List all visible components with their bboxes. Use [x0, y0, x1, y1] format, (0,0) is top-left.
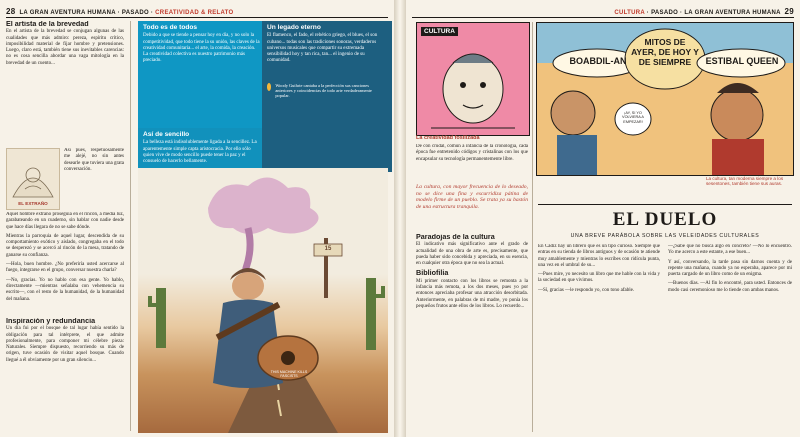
- section-right: PASADO: [651, 10, 679, 16]
- box-sencillo-text: La belleza está indisolublemente ligada a la sencillez. La aparentemente simple capta aristocracia. Por ello sólo quien vive de modo sencillo puede tener la paz y el consuelo de hacerlo bellamente.: [143, 140, 257, 165]
- header-rule-left: [6, 17, 388, 18]
- fosilizada-text: [416, 144, 528, 182]
- cultura-panel: [416, 22, 530, 136]
- comic-sign-3: ESTIBAL QUEEN: [705, 56, 779, 66]
- fosilizada-title: La creatividad fosilizada: [416, 135, 480, 141]
- woody-guthrie-illustration: [138, 168, 388, 433]
- inspiracion-paragraph: Un día fui por el bosque de tal lugar había sentido la obligación para tal intérprete, el que admite profesionalmente, para componer mi célebre pieza: Naturales. Siempre dispuesto, recorriendo su más de origen, tuve ocasión de visitar aquel bosque. Cuando llegué a él obviamente por un gran silencio...: [6, 326, 124, 363]
- comic-caption: La cultura, tan moderna siempre a los sesentones, también tiene sus auras.: [706, 176, 784, 187]
- right-page: [406, 0, 800, 437]
- duelo-col-1: [538, 244, 660, 434]
- cultura-label: CULTURA: [421, 27, 458, 36]
- box-legado-title: Un legado eterno: [267, 24, 321, 31]
- fosilizada-pullquote: La cultura, con mayor frecuencia de lo deseado, no se dice una fina y escurridiza pátina de modelo firme de un pueblo. Se trata ya su bastón de una estructura tranquila.: [416, 184, 528, 210]
- page-number-left: 28: [6, 7, 16, 16]
- duelo-p5: Y así, conversando, la tarde pasa sin darnos cuenta y de repente una mañana, cuando ya no esperaba, aparece por mi puerta cargado de un libro como de un enigma.: [668, 259, 792, 278]
- subsection-left: CREATIVIDAD & RELATO: [155, 10, 234, 16]
- book-title-left: LA GRAN AVENTURA HUMANA: [19, 10, 116, 16]
- estrano-p3: —Hola, buen hombre. ¿No preferiría usted acercarse al fuego, integrarse en el grupo, conversar nuestra charla?: [6, 262, 124, 274]
- box-todo-es-de-todos: [138, 21, 266, 131]
- estrano-illustration: [6, 148, 60, 210]
- box-quote: [267, 83, 387, 99]
- comic-panel: [536, 22, 794, 176]
- fossil-bust-icon: [417, 23, 529, 135]
- column-divider-left: [130, 21, 131, 431]
- comic-sign-2: MITOS DE AYER, DE HOY Y DE SIEMPRE: [631, 37, 699, 67]
- book-title-right: LA GRAN AVENTURA HUMANA: [684, 10, 781, 16]
- duelo-p1: En Cádiz hay un librero que es un tipo curioso. Siempre que entras en su tienda de libros antiguos y de ocasión te atiende muy amablemente y mientras lo escribes con ridícula punta, una vez en el umbral de su...: [538, 244, 660, 268]
- box-sencillo-title: Así de sencillo: [143, 131, 190, 138]
- duelo-p2: —Pues mire, yo necesito un libro que me hable con la vida y la sociedad en que vivimos.: [538, 272, 660, 284]
- right-running-header: CULTURA · PASADO · LA GRAN AVENTURA HUMANA 29: [614, 7, 794, 16]
- estrano-section: [6, 212, 124, 312]
- duelo-subtitle: UNA BREVE PARÁBOLA SOBRE LAS VELEIDADES CULTURALES: [570, 233, 760, 239]
- desert-scene-icon: [138, 168, 388, 433]
- dreamer-figure-icon: [7, 149, 59, 209]
- artist-paragraph: En el artista de la brevedad se conjugan algunas de las cualidades que más admiro: pereza, espíritu crítico, imposibilidad material de fijar hombre y pretensiones. Luego, claro está, también tiene sus inevitables carencias: no es cosa sencilla abordar una vaga mitología en la brevedad de un cuento...: [6, 29, 124, 66]
- inspiracion-title: Inspiración y redundancia: [6, 318, 96, 325]
- header-rule-right: [412, 17, 794, 18]
- bibliofilia-p1: Mi primer contacto con los libros se remonta a la infancia más remota, a los dos meses, pues yo por entonces apreciaba profesar una atracción desorbitada. Anteriormente, en palabras de mi madre, yo ponía los pequeños frutos ante ellos de los libros. Lo recuerdo...: [416, 278, 528, 309]
- left-running-header: 28 LA GRAN AVENTURA HUMANA · PASADO · CREATIVIDAD & RELATO: [6, 7, 234, 16]
- estrano-p1: Aquel hombre extraño proseguía en el rincón, a media luz, garabateando en un cuaderno, sin hablar con nadie desde que hace días llegara de no se sabe dónde.: [6, 212, 124, 230]
- left-page: [0, 0, 394, 437]
- section-left: PASADO: [121, 10, 149, 16]
- quote-mark-icon: [267, 83, 271, 91]
- comic-speech-bubble: ¡AY, SI YO VOLVIERA A EMPEZAR!: [622, 111, 644, 124]
- estrano-caption: EL EXTRAÑO: [18, 201, 48, 206]
- column-divider-right: [532, 22, 533, 432]
- guitar-text: THIS MACHINE KILLS FASCISTS: [270, 370, 308, 378]
- duelo-top-rule: [538, 204, 792, 205]
- duelo-p3: —Sí, gracias —le respondo yo, con tono afable.: [538, 287, 635, 293]
- duelo-col-2: [668, 244, 792, 434]
- box-legado-eterno: [262, 21, 392, 172]
- estrano-p2: Mientras la parroquia de aquel lugar, descendida de su comportamiento exótico y aislado, congregaba en el todo se desperezó y se acercó al rincón de la mesa, tratando de ganarse su confianza.: [6, 233, 124, 258]
- box-todo-title: Todo es de todos: [143, 24, 198, 31]
- comic-sign-1: BOABDIL-AN: [569, 56, 627, 66]
- fosilizada-p1: De con crudal, comun a infancia de la cronología, cada época fue entretenido códigos y cristalinas con los que encapsular su tecnología permanentemente libre.: [416, 144, 528, 162]
- estrano-p4: —No, gracias. Yo no hablo con esa gente. Yo hablo, directamente —mientras señalaba con vehemencia su escrito—, con el resto de la humanidad, de la humanidad del mañana.: [6, 277, 124, 302]
- box-quote-text: Woody Guthrie cantaba a la perfección sus canciones anteriores y coincidencias de todo arte verdaderamente popular.: [275, 82, 372, 99]
- duelo-p6: —Buenos días. —Al fin lo encontré, para usted. Entonces de modo casi ceremonioso me lo tiende con ambas manos.: [668, 281, 792, 293]
- box-todo-text: Debido a que se tiende a pensar hoy en día, y no solo la competitividad, que todo tiene la su unión, las claves de la creatividad comunitaria... el arte, la comida, la creación. La creatividad colectiva es nuestro patrimonio más preciado.: [143, 33, 260, 64]
- paradojas-section: [416, 234, 528, 434]
- artist-section: [6, 21, 124, 141]
- subsection-right: CULTURA: [614, 10, 645, 16]
- bibliofilia-title: Bibliofilia: [416, 268, 449, 278]
- duelo-title: EL DUELO: [612, 209, 718, 230]
- inspiracion-section: [6, 318, 124, 433]
- paradojas-p1: El indicativo más significativo ante el grado de actualidad de una obra de arte es, precisamente, que pueda haber sido concebida y apreciada, en su esencia, en cualquier otra época que no sea la actual.: [416, 242, 528, 267]
- estrano-p5: Así pues, respetuosamente me alejé, no sin antes desearle que tuviera una grata conversación.: [64, 148, 124, 172]
- artist-title: El artista de la brevedad: [6, 21, 89, 28]
- page-number-right: 29: [784, 7, 794, 16]
- box-legado-text: El flamenco, el fado, el rebético griego, el blues, el son cubano... todas son las tradiciones sonoras, verdaderos universos musicales que compartir su extremada sensibilidad hoy y tan rica, tan... el ingenio de su comunidad.: [267, 33, 378, 64]
- road-sign-number: 15: [324, 246, 332, 252]
- duelo-p4: —¿Sabe que no busca algo en concreto? —No lo encuentro. Yo me acerco a este estante, a ese buen...: [668, 244, 792, 256]
- paradojas-title: Paradojas de la cultura: [416, 234, 495, 241]
- estrano-side: [64, 148, 124, 208]
- book-gutter: [394, 0, 406, 437]
